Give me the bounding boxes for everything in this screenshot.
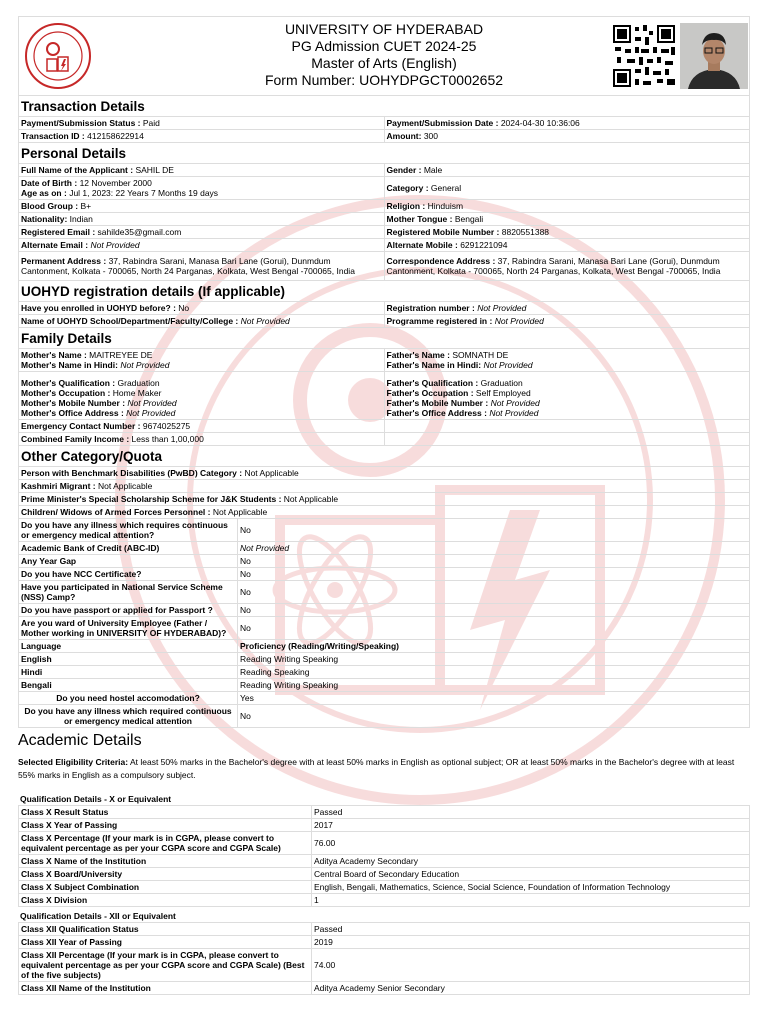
family-table [18,348,750,446]
academic-section-title: Academic Details [18,732,142,749]
registered-email: Registered Email : sahilde35@gmail.com [19,226,385,239]
permanent-address: Permanent Address : 37, Rabindra Sarani, Manasa Bari Lane (Gorui), Dunmdum Cantonment, Kolkata - 700065, North 24 Parganas, Kolkata, West Bengal -700065, India [19,252,385,281]
payment-date: Payment/Submission Date : 2024-04-30 10:36:06 [384,117,750,130]
passport-label: Do you have passport or applied for Passport ? [19,604,238,617]
pwbd: Person with Benchmark Disabilities (PwBD) Category : Not Applicable [19,467,750,480]
armed-forces: Children/ Widows of Armed Forces Personnel : Not Applicable [19,506,750,519]
illness-value: No [238,519,750,542]
gap-label: Any Year Gap [19,555,238,568]
form-number: Form Number: UOHYDPGCT0002652 [264,72,504,88]
table-row-value: Aditya Academy Secondary [312,855,750,868]
empty-cell [384,420,750,433]
language-proficiency: Reading Writing Speaking [238,653,750,666]
father-details: Father's Qualification : Graduation Father's Occupation : Self Employed Father's Mobile Number : Not Provided Father's Office Address : Not Provided [384,372,750,420]
family-income: Combined Family Income : Less than 1,00,000 [19,433,385,446]
alternate-email: Alternate Email : Not Provided [19,239,385,252]
table-row-value: 2017 [312,819,750,832]
uohyd-table [18,301,750,328]
class-x-table [18,805,750,907]
gender: Gender : Male [384,164,750,177]
table-row-label: Class X Year of Passing [19,819,312,832]
university-name: UNIVERSITY OF HYDERABAD [284,21,484,37]
qr-code-icon [611,23,677,89]
kashmiri-migrant: Kashmiri Migrant : Not Applicable [19,480,750,493]
table-row-value: Aditya Academy Senior Secondary [312,982,750,995]
illness-label: Do you have any illness which requires continuous or emergency medical attention? [19,519,238,542]
table-row-value: Passed [312,806,750,819]
form-header [18,16,750,96]
transaction-section-title: Transaction Details [18,96,750,116]
table-row-label: Class XII Qualification Status [19,923,312,936]
language-name: English [19,653,238,666]
father-names: Father's Name : SOMNATH DE Father's Name in Hindi: Not Provided [384,349,750,372]
university-logo-icon [23,21,93,91]
ncc-label: Do you have NCC Certificate? [19,568,238,581]
category: Category : General [384,177,750,200]
applicant-photo [680,23,748,89]
amount: Amount: 300 [384,130,750,143]
table-row-value: 74.00 [312,949,750,982]
table-row-label: Class X Name of the Institution [19,855,312,868]
applicant-name: Full Name of the Applicant : SAHIL DE [19,164,385,177]
table-row-label: Class XII Percentage (If your mark is in CGPA, please convert to equivalent percentage as per your CGPA score and CGPA Scale) (Best of the five subjects) [19,949,312,982]
mother-details: Mother's Qualification : Graduation Mother's Occupation : Home Maker Mother's Mobile Number : Not Provided Mother's Office Address : Not Provided [19,372,385,420]
enrolled-before: Have you enrolled in UOHYD before? : No [19,302,385,315]
registered-mobile: Registered Mobile Number : 8820551388 [384,226,750,239]
table-row-label: Class XII Year of Passing [19,936,312,949]
other-category-table [18,466,750,728]
table-row-label: Class X Percentage (If your mark is in CGPA, please convert to equivalent percentage as per your CGPA score and CGPA Scale) [19,832,312,855]
nss-label: Have you participated in National Service Scheme (NSS) Camp? [19,581,238,604]
dob-age: Date of Birth : 12 November 2000 Age as on : Jul 1, 2023: 22 Years 7 Months 19 days [19,177,385,200]
gap-value: No [238,555,750,568]
nss-value: No [238,581,750,604]
payment-status: Payment/Submission Status : Paid [19,117,385,130]
class-xii-heading: Qualification Details - XII or Equivalent [20,911,176,921]
hostel-value: Yes [238,692,750,705]
personal-table [18,163,750,281]
table-row-value: Passed [312,923,750,936]
language-header: Language [19,640,238,653]
uohyd-section-title: UOHYD registration details (If applicable) [18,281,750,301]
class-x-heading: Qualification Details - X or Equivalent [20,794,172,804]
form-titles [149,21,619,89]
transaction-table [18,116,750,143]
correspondence-address: Correspondence Address : 37, Rabindra Sarani, Manasa Bari Lane (Gorui), Dunmdum Cantonment, Kolkata - 700065, North 24 Parganas, Kolkata, West Bengal -700065, India [384,252,750,281]
nationality: Nationality: Indian [19,213,385,226]
language-proficiency: Reading Writing Speaking [238,679,750,692]
uohyd-school: Name of UOHYD School/Department/Faculty/College : Not Provided [19,315,385,328]
blood-group: Blood Group : B+ [19,200,385,213]
other-section-title: Other Category/Quota [18,446,750,466]
abc-value: Not Provided [238,542,750,555]
admission-title: PG Admission CUET 2024-25 [291,38,477,54]
table-row-value: English, Bengali, Mathematics, Science, Social Science, Foundation of Information Technology [312,881,750,894]
programme-name: Master of Arts (English) [311,55,457,71]
programme-registered: Programme registered in : Not Provided [384,315,750,328]
family-section-title: Family Details [18,328,750,348]
table-row-label: Class X Board/University [19,868,312,881]
language-name: Hindi [19,666,238,679]
table-row-value: Central Board of Secondary Education [312,868,750,881]
mother-tongue: Mother Tongue : Bengali [384,213,750,226]
table-row-label: Class XII Name of the Institution [19,982,312,995]
hostel-label: Do you need hostel accomodation? [19,692,238,705]
abc-label: Academic Bank of Credit (ABC-ID) [19,542,238,555]
table-row-value: 76.00 [312,832,750,855]
illness2-value: No [238,705,750,728]
language-proficiency: Reading Speaking [238,666,750,679]
personal-section-title: Personal Details [18,143,750,163]
table-row-value: 1 [312,894,750,907]
transaction-id: Transaction ID : 412158622914 [19,130,385,143]
empty-cell [384,433,750,446]
eligibility-criteria: Selected Eligibility Criteria: At least 50% marks in the Bachelor's degree with at least 50% marks in English as optional subject; OR at least 50% marks in the Bachelor's degree with at least 55% marks in English as a compulsory subject. [18,757,735,780]
illness2-label: Do you have any illness which required continuous or emergency medical attention [19,705,238,728]
table-row-label: Class X Result Status [19,806,312,819]
emergency-contact: Emergency Contact Number : 9674025275 [19,420,385,433]
pm-scholarship: Prime Minister's Special Scholarship Scheme for J&K Students : Not Applicable [19,493,750,506]
table-row-value: 2019 [312,936,750,949]
passport-value: No [238,604,750,617]
ward-label: Are you ward of University Employee (Father / Mother working in UNIVERSITY OF HYDERABAD)? [19,617,238,640]
ward-value: No [238,617,750,640]
ncc-value: No [238,568,750,581]
class-xii-table [18,922,750,995]
table-row-label: Class X Subject Combination [19,881,312,894]
mother-names: Mother's Name : MAITREYEE DE Mother's Name in Hindi: Not Provided [19,349,385,372]
table-row-label: Class X Division [19,894,312,907]
religion: Religion : Hinduism [384,200,750,213]
proficiency-header: Proficiency (Reading/Writing/Speaking) [238,640,750,653]
alternate-mobile: Alternate Mobile : 6291221094 [384,239,750,252]
registration-number: Registration number : Not Provided [384,302,750,315]
language-name: Bengali [19,679,238,692]
